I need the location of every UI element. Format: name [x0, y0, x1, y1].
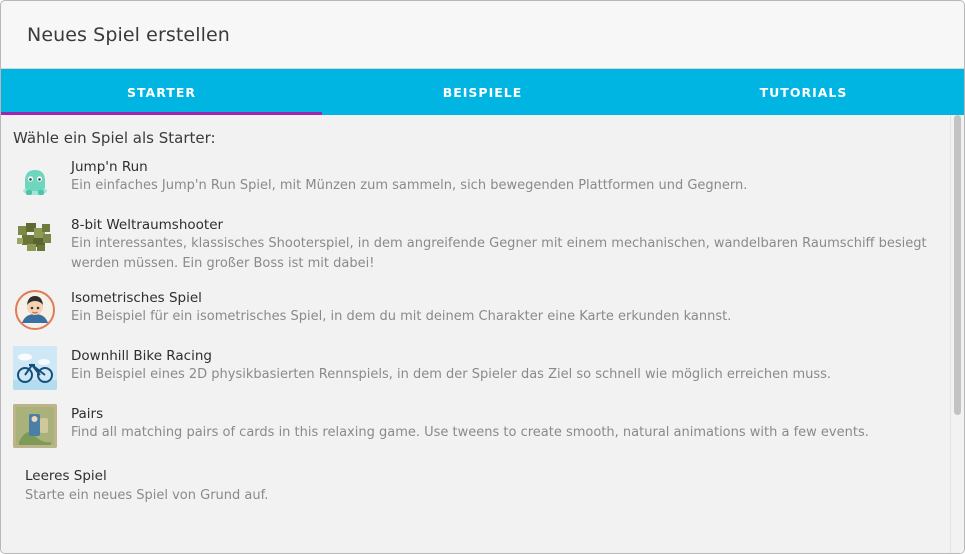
list-item-title: Downhill Bike Racing [71, 348, 212, 364]
scrollbar-thumb[interactable] [954, 115, 961, 415]
list-item-title: Isometrisches Spiel [71, 290, 202, 306]
tab-bar [1, 69, 964, 115]
tab-beispiele[interactable] [322, 69, 643, 115]
bicycle-icon [13, 346, 57, 390]
list-item-description: Ein Beispiel für ein isometrisches Spiel, in dem du mit deinem Charakter eine Karte erkunden kannst. [71, 309, 732, 324]
list-item[interactable] [13, 157, 948, 201]
list-item[interactable] [13, 404, 948, 448]
page-title: Neues Spiel erstellen [27, 23, 230, 46]
tab-beispiele-label: BEISPIELE [442, 84, 523, 100]
list-item-text [71, 404, 869, 443]
list-item-text [71, 288, 731, 327]
list-item-description: Ein interessantes, klassisches Shooterspiel, in dem angreifende Gegner mit einem mechanischen, wandelbaren Raumschiff besiegt werden müssen. Ein großer Boss ist mit dabei! [71, 236, 927, 271]
tab-tutorials-label: TUTORIALS [759, 84, 848, 100]
starter-list [1, 157, 964, 506]
empty-project-item[interactable] [13, 462, 948, 506]
empty-project-title: Leeres Spiel [25, 468, 107, 484]
list-item-text [71, 346, 831, 385]
list-item-title: Jump'n Run [71, 159, 148, 175]
list-item-text [71, 157, 747, 196]
starter-list-panel [1, 115, 964, 554]
list-item-title: 8-bit Weltraumshooter [71, 217, 224, 233]
platformer-character-icon [13, 157, 57, 201]
list-item[interactable] [13, 288, 948, 332]
cards-icon [13, 404, 57, 448]
vertical-scrollbar[interactable] [950, 115, 964, 554]
empty-project-description: Starte ein neues Spiel von Grund auf. [25, 488, 269, 503]
list-item-description: Find all matching pairs of cards in this relaxing game. Use tweens to create smooth, natural animations with a few events. [71, 425, 869, 440]
list-item[interactable] [13, 346, 948, 390]
tab-starter-label: STARTER [127, 84, 196, 100]
list-item-text [71, 215, 948, 274]
list-item-description: Ein Beispiel eines 2D physikbasierten Rennspiels, in dem der Spieler das Ziel so schnell wie möglich erreichen muss. [71, 367, 832, 382]
section-label: Wähle ein Spiel als Starter: [13, 129, 216, 147]
list-item[interactable] [13, 215, 948, 274]
spaceship-icon [13, 215, 57, 259]
tab-starter[interactable] [1, 69, 322, 115]
list-item-title: Pairs [71, 406, 104, 422]
dialog-titlebar [1, 1, 964, 69]
list-item-description: Ein einfaches Jump'n Run Spiel, mit Münzen zum sammeln, sich bewegenden Plattformen und Gegnern. [71, 178, 748, 193]
isometric-character-icon [13, 288, 57, 332]
tab-tutorials[interactable] [643, 69, 964, 115]
